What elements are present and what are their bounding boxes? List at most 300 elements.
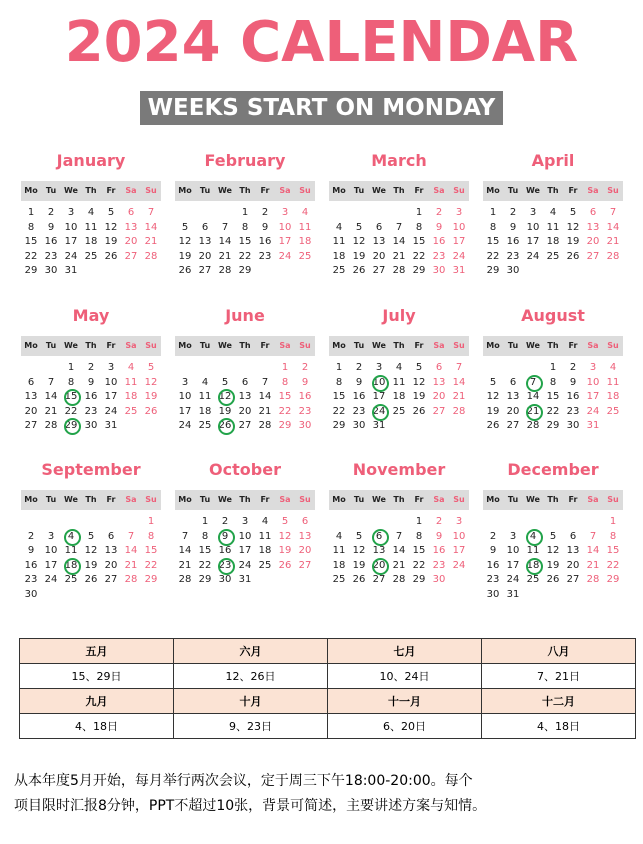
day-cell: 29 (278, 420, 292, 432)
table-cell: 15、29日 (20, 664, 174, 689)
day-cell: 14 (44, 391, 58, 403)
day-cell: 5 (87, 530, 95, 542)
day-cell: 31 (586, 420, 600, 432)
day-grid (483, 361, 623, 434)
weekday-label: Mo (332, 341, 346, 350)
day-cell: 15 (412, 545, 426, 557)
day-cell: 12 (412, 376, 426, 388)
month-name: September (41, 460, 141, 479)
day-cell: 23 (566, 405, 580, 417)
day-cell: 19 (352, 559, 366, 571)
day-cell: 21 (178, 559, 192, 571)
day-cell: 19 (566, 236, 580, 248)
weekday-label: Su (607, 341, 619, 350)
day-cell: 30 (298, 420, 312, 432)
day-cell: 16 (44, 236, 58, 248)
day-cell: 16 (298, 391, 312, 403)
day-cell: 15 (412, 236, 426, 248)
day-cell-empty (215, 361, 235, 376)
day-cell: 18 (84, 236, 98, 248)
day-cell-meeting: 9 (215, 530, 235, 545)
day-cell: 31 (452, 265, 466, 277)
day-cell: 29 (546, 420, 560, 432)
weekday-label: Th (547, 495, 559, 504)
day-cell: 15 (24, 236, 38, 248)
weekday-label: Sa (125, 495, 137, 504)
day-cell: 9 (435, 221, 443, 233)
day-cell: 8 (67, 376, 75, 388)
weekday-label: Fr (414, 495, 424, 504)
weekday-label: Tu (199, 186, 211, 195)
weekday-label: Sa (125, 341, 137, 350)
weekday-label: We (64, 186, 78, 195)
day-cell-empty (21, 361, 41, 376)
weekday-label: Sa (433, 341, 445, 350)
month-october (175, 459, 315, 588)
day-cell: 7 (455, 362, 463, 373)
table-row (20, 714, 636, 739)
day-cell: 8 (489, 221, 497, 233)
day-cell: 23 (24, 574, 38, 586)
day-cell: 13 (124, 221, 138, 233)
weekday-label: Th (547, 186, 559, 195)
day-cell: 22 (606, 559, 620, 571)
weekday-label: We (218, 186, 232, 195)
day-cell: 14 (178, 545, 192, 557)
month-february (175, 150, 315, 279)
day-cell-empty (523, 515, 543, 530)
day-cell: 5 (355, 221, 363, 233)
day-cell: 1 (549, 362, 557, 373)
day-cell: 9 (509, 221, 517, 233)
weekday-label: Sa (279, 186, 291, 195)
day-cell: 1 (27, 207, 35, 218)
day-cell: 25 (546, 250, 560, 262)
weekday-header (329, 336, 469, 356)
day-cell-meeting: 10 (369, 376, 389, 391)
day-cell-empty (349, 515, 369, 530)
day-cell: 8 (281, 376, 289, 388)
month-name: November (352, 460, 446, 479)
day-cell: 13 (372, 236, 386, 248)
day-cell: 11 (258, 530, 272, 542)
day-cell: 10 (178, 391, 192, 403)
day-cell: 20 (198, 250, 212, 262)
day-cell: 6 (201, 221, 209, 233)
month-november (329, 459, 469, 588)
day-cell: 4 (201, 376, 209, 388)
day-cell: 26 (486, 420, 500, 432)
day-cell: 20 (566, 559, 580, 571)
day-cell: 3 (281, 207, 289, 218)
day-cell: 16 (84, 391, 98, 403)
month-march (329, 150, 469, 279)
day-cell: 23 (44, 250, 58, 262)
weekday-label: Sa (587, 341, 599, 350)
weekday-label: Su (453, 186, 465, 195)
day-cell-meeting: 4 (61, 530, 81, 545)
day-cell: 10 (64, 221, 78, 233)
day-cell: 18 (124, 391, 138, 403)
day-cell: 21 (586, 559, 600, 571)
day-cell: 8 (241, 221, 249, 233)
table-cell: 9、23日 (174, 714, 328, 739)
table-header-cell: 六月 (174, 639, 328, 664)
day-cell: 22 (546, 405, 560, 417)
day-cell-empty (369, 515, 389, 530)
day-cell: 5 (569, 207, 577, 218)
day-cell: 17 (526, 236, 540, 248)
weekday-label: Fr (568, 341, 578, 350)
table-row (20, 664, 636, 689)
day-cell: 24 (278, 250, 292, 262)
day-cell: 26 (144, 405, 158, 417)
day-cell: 3 (375, 362, 383, 373)
day-cell: 5 (355, 530, 363, 542)
weekday-label: Su (299, 495, 311, 504)
day-cell: 24 (178, 420, 192, 432)
weekday-label: Sa (433, 186, 445, 195)
day-cell: 13 (586, 221, 600, 233)
day-cell: 23 (432, 250, 446, 262)
month-july (329, 305, 469, 434)
day-cell: 12 (546, 545, 560, 557)
day-cell: 2 (489, 530, 497, 542)
weekday-label: Su (299, 341, 311, 350)
meeting-note (14, 769, 639, 819)
day-cell: 28 (392, 574, 406, 586)
day-cell: 19 (84, 559, 98, 571)
weekday-header (329, 490, 469, 510)
day-cell: 16 (432, 236, 446, 248)
weekday-label: Mo (24, 495, 38, 504)
day-cell: 26 (352, 574, 366, 586)
day-cell: 25 (298, 250, 312, 262)
table-header-cell: 十月 (174, 689, 328, 714)
weekday-header (21, 181, 161, 201)
day-cell: 15 (238, 236, 252, 248)
day-cell: 16 (506, 236, 520, 248)
day-cell: 12 (486, 391, 500, 403)
day-cell: 4 (127, 362, 135, 373)
day-cell: 10 (238, 530, 252, 542)
weekday-label: We (526, 341, 540, 350)
day-cell: 20 (298, 545, 312, 557)
day-cell: 4 (609, 362, 617, 373)
day-cell: 14 (606, 221, 620, 233)
weekday-label: Th (239, 186, 251, 195)
weekday-label: Sa (587, 186, 599, 195)
month-name: April (531, 151, 575, 170)
day-cell: 17 (64, 236, 78, 248)
day-cell: 19 (178, 250, 192, 262)
day-cell: 27 (586, 250, 600, 262)
weekday-label: Fr (568, 495, 578, 504)
weekday-label: Th (239, 495, 251, 504)
day-cell-empty (523, 361, 543, 376)
day-cell: 15 (198, 545, 212, 557)
weekday-label: We (372, 495, 386, 504)
day-cell-meeting: 29 (61, 419, 81, 434)
day-cell: 21 (392, 250, 406, 262)
weekday-header (483, 336, 623, 356)
table-row (20, 639, 636, 664)
day-cell: 12 (278, 530, 292, 542)
day-cell: 27 (238, 420, 252, 432)
day-cell: 27 (298, 559, 312, 571)
day-cell: 5 (415, 362, 423, 373)
day-cell: 11 (124, 376, 138, 388)
month-name: June (225, 306, 265, 325)
day-cell: 10 (586, 376, 600, 388)
day-cell: 5 (181, 221, 189, 233)
weekday-label: We (526, 186, 540, 195)
day-grid (483, 206, 623, 279)
day-cell: 25 (64, 574, 78, 586)
day-cell: 12 (352, 236, 366, 248)
weekday-label: Su (145, 186, 157, 195)
day-cell: 1 (67, 362, 75, 373)
day-cell-empty (543, 515, 563, 530)
day-cell: 19 (104, 236, 118, 248)
day-cell: 29 (144, 574, 158, 586)
day-cell: 19 (412, 391, 426, 403)
day-cell: 12 (84, 545, 98, 557)
month-september (21, 459, 161, 603)
day-cell: 5 (281, 516, 289, 527)
day-cell: 17 (506, 559, 520, 571)
day-cell: 29 (198, 574, 212, 586)
day-cell: 2 (301, 362, 309, 373)
day-cell: 8 (335, 376, 343, 388)
day-cell: 15 (606, 545, 620, 557)
table-cell: 4、18日 (482, 714, 636, 739)
weekday-label: Fr (414, 341, 424, 350)
day-cell: 25 (606, 405, 620, 417)
day-cell: 16 (566, 391, 580, 403)
day-cell-empty (81, 515, 101, 530)
day-cell-empty (583, 515, 603, 530)
day-cell-empty (41, 515, 61, 530)
weekday-header (329, 181, 469, 201)
day-cell: 7 (395, 221, 403, 233)
day-cell: 9 (87, 376, 95, 388)
day-cell: 15 (486, 236, 500, 248)
day-cell-empty (329, 515, 349, 530)
table-header-cell: 七月 (328, 639, 482, 664)
weekday-label: Th (393, 495, 405, 504)
day-cell: 23 (506, 250, 520, 262)
day-cell: 2 (435, 207, 443, 218)
day-cell: 8 (549, 376, 557, 388)
day-cell: 7 (395, 530, 403, 542)
day-cell: 13 (298, 530, 312, 542)
day-cell: 14 (144, 221, 158, 233)
day-cell-empty (349, 206, 369, 221)
weekday-label: Su (453, 341, 465, 350)
day-cell: 22 (278, 405, 292, 417)
day-cell-empty (101, 515, 121, 530)
day-cell: 30 (218, 574, 232, 586)
month-name: August (521, 306, 585, 325)
day-cell: 29 (238, 265, 252, 277)
day-cell: 7 (261, 376, 269, 388)
day-cell: 17 (452, 545, 466, 557)
table-header-cell: 九月 (20, 689, 174, 714)
day-cell: 27 (506, 420, 520, 432)
table-header-cell: 八月 (482, 639, 636, 664)
day-cell-empty (389, 515, 409, 530)
weekday-label: Fr (106, 495, 116, 504)
table-cell: 6、20日 (328, 714, 482, 739)
weekday-label: Fr (106, 186, 116, 195)
day-cell: 17 (104, 391, 118, 403)
month-name: March (371, 151, 427, 170)
day-cell: 11 (332, 236, 346, 248)
day-cell: 2 (221, 516, 229, 527)
day-cell: 19 (486, 405, 500, 417)
day-cell: 30 (432, 574, 446, 586)
day-cell: 14 (124, 545, 138, 557)
weekday-label: We (218, 495, 232, 504)
day-cell-meeting: 24 (369, 405, 389, 420)
day-cell: 30 (84, 420, 98, 432)
day-cell: 27 (566, 574, 580, 586)
day-cell: 22 (64, 405, 78, 417)
weekday-label: We (218, 341, 232, 350)
weekday-header (175, 181, 315, 201)
weekday-label: Su (453, 495, 465, 504)
day-cell: 19 (546, 559, 560, 571)
day-cell: 12 (144, 376, 158, 388)
day-cell: 6 (107, 530, 115, 542)
day-cell: 22 (412, 559, 426, 571)
weekday-header (483, 181, 623, 201)
day-cell: 16 (432, 545, 446, 557)
day-cell: 10 (104, 376, 118, 388)
day-cell: 23 (298, 405, 312, 417)
day-cell: 27 (198, 265, 212, 277)
weekday-label: Tu (353, 186, 365, 195)
weekday-label: Tu (507, 186, 519, 195)
weekday-label: Mo (332, 186, 346, 195)
day-cell: 20 (506, 405, 520, 417)
day-cell-meeting: 18 (523, 559, 543, 574)
day-cell: 16 (486, 559, 500, 571)
day-cell: 10 (278, 221, 292, 233)
weekday-label: Sa (587, 495, 599, 504)
day-cell-empty (235, 361, 255, 376)
day-cell: 7 (589, 530, 597, 542)
weekday-header (175, 336, 315, 356)
day-cell-meeting: 6 (369, 530, 389, 545)
day-cell: 12 (104, 221, 118, 233)
weekday-label: Tu (199, 341, 211, 350)
day-cell: 9 (355, 376, 363, 388)
day-cell: 18 (546, 236, 560, 248)
day-cell: 5 (489, 376, 497, 388)
day-cell: 8 (415, 530, 423, 542)
day-cell-empty (503, 361, 523, 376)
day-grid (483, 515, 623, 603)
day-cell-empty (215, 206, 235, 221)
day-cell: 18 (606, 391, 620, 403)
day-cell: 7 (127, 530, 135, 542)
day-cell: 27 (372, 574, 386, 586)
day-cell-meeting: 4 (523, 530, 543, 545)
day-cell: 6 (569, 530, 577, 542)
day-grid (21, 206, 161, 279)
weekday-label: Tu (353, 495, 365, 504)
day-cell: 31 (372, 420, 386, 432)
day-cell: 28 (258, 420, 272, 432)
day-cell: 13 (432, 376, 446, 388)
weekday-label: We (526, 495, 540, 504)
day-cell: 18 (198, 405, 212, 417)
day-cell: 28 (178, 574, 192, 586)
day-cell: 25 (198, 420, 212, 432)
day-cell: 8 (609, 530, 617, 542)
day-cell: 18 (332, 559, 346, 571)
day-cell: 19 (278, 545, 292, 557)
day-cell: 17 (178, 405, 192, 417)
day-cell-meeting: 7 (523, 376, 543, 391)
day-cell: 20 (238, 405, 252, 417)
day-cell: 31 (64, 265, 78, 277)
day-cell: 8 (27, 221, 35, 233)
day-cell: 24 (104, 405, 118, 417)
day-cell: 22 (144, 559, 158, 571)
day-cell: 28 (144, 250, 158, 262)
weekday-label: Sa (433, 495, 445, 504)
table-header-cell: 五月 (20, 639, 174, 664)
weekday-label: Sa (279, 495, 291, 504)
weekday-label: Fr (260, 495, 270, 504)
day-cell: 2 (87, 362, 95, 373)
month-december (483, 459, 623, 603)
weekday-label: Fr (260, 341, 270, 350)
day-cell: 2 (509, 207, 517, 218)
day-cell: 21 (218, 250, 232, 262)
day-cell: 6 (375, 221, 383, 233)
day-cell: 6 (241, 376, 249, 388)
day-cell: 7 (147, 207, 155, 218)
day-cell: 25 (258, 559, 272, 571)
day-cell: 11 (606, 376, 620, 388)
day-cell: 4 (549, 207, 557, 218)
weekday-label: Mo (486, 186, 500, 195)
day-cell: 3 (455, 207, 463, 218)
weekday-label: Tu (45, 186, 57, 195)
day-cell: 11 (64, 545, 78, 557)
day-cell: 13 (24, 391, 38, 403)
day-cell: 10 (506, 545, 520, 557)
day-cell: 21 (392, 559, 406, 571)
day-cell: 3 (181, 376, 189, 388)
day-cell: 16 (24, 559, 38, 571)
day-cell: 2 (47, 207, 55, 218)
day-cell: 21 (124, 559, 138, 571)
day-cell: 26 (84, 574, 98, 586)
day-cell: 3 (241, 516, 249, 527)
day-cell: 1 (201, 516, 209, 527)
day-cell: 28 (606, 250, 620, 262)
month-name: December (507, 460, 599, 479)
weekday-label: Mo (486, 495, 500, 504)
day-cell: 13 (566, 545, 580, 557)
day-cell: 22 (486, 250, 500, 262)
day-cell: 23 (84, 405, 98, 417)
